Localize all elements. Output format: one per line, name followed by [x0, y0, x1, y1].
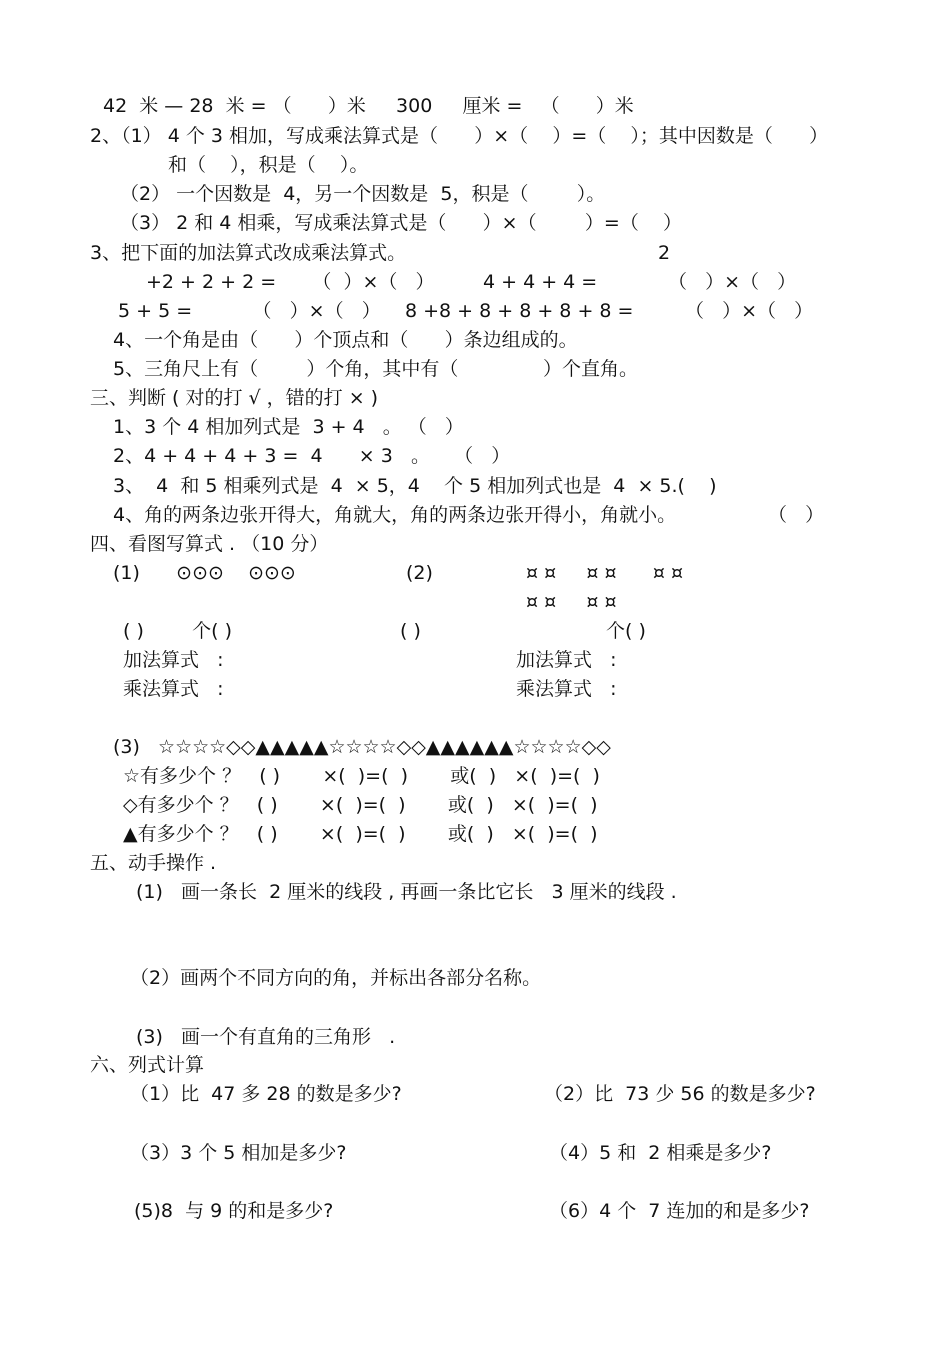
picture-2-count-right: 个( ) [606, 620, 646, 642]
question-2-2: （2） 一个因数是 4，另一个因数是 5，积是（ ）。 [120, 183, 606, 205]
question-3-number-fragment: 2 [658, 242, 671, 264]
picture-3-triangles: ▲有多少个 ？ ( ) ×( )=( ) 或( ) ×( )=( ) [123, 823, 598, 845]
picture-2-symbols-row1: ¤ ¤ ¤ ¤ ¤ ¤ [526, 562, 684, 584]
calc-2: （2）比 73 少 56 的数是多少? [544, 1083, 816, 1105]
section-6-heading: 六、列式计算 [90, 1054, 205, 1076]
picture-3-shapes: (3) ☆☆☆☆◇◇▲▲▲▲▲☆☆☆☆◇◇▲▲▲▲▲▲☆☆☆☆◇◇ [113, 736, 611, 758]
calc-3: （3）3 个 5 相加是多少? [130, 1142, 347, 1164]
question-3-row1-left: +2 + 2 + 2 = （ ）×（ ） [146, 271, 435, 293]
picture-2-count-left: ( ) [400, 620, 421, 642]
question-3-heading: 3、把下面的加法算式改成乘法算式。 [90, 242, 407, 264]
calc-1: （1）比 47 多 28 的数是多少? [130, 1083, 402, 1105]
calc-6: （6）4 个 7 连加的和是多少? [549, 1200, 810, 1222]
calc-5: (5)8 与 9 的和是多少? [134, 1200, 334, 1222]
question-4: 4、一个角是由（ ）个顶点和（ ）条边组成的。 [113, 329, 578, 351]
picture-1-addition: 加法算式 : [123, 649, 224, 671]
line-unit-conversion: 42 米 — 28 米 = （ ）米 300 厘米 = （ ）米 [103, 95, 634, 117]
question-3-row2-right: （ ）×（ ） [685, 300, 814, 322]
task-3: (3) 画一个有直角的三角形 . [136, 1026, 396, 1048]
picture-2-multiplication: 乘法算式 : [516, 678, 617, 700]
picture-1-count: ( ) 个( ) [123, 620, 233, 642]
section-3-heading: 三、判断 ( 对的打 √ ，错的打 × ) [90, 387, 379, 409]
question-2-1-cont: 和（ ），积是（ ）。 [168, 154, 369, 176]
picture-2-addition: 加法算式 : [516, 649, 617, 671]
calc-4: （4）5 和 2 相乘是多少? [549, 1142, 772, 1164]
question-3-row2-left: 5 + 5 = （ ）×（ ） [118, 300, 381, 322]
judge-4: 4、角的两条边张开得大，角就大，角的两条边张开得小，角就小。 [113, 504, 677, 526]
section-4-heading: 四、看图写算式 . （10 分） [90, 533, 329, 555]
judge-2: 2、4 + 4 + 4 + 3 = 4 × 3 。 （ ） [113, 445, 511, 467]
picture-3-diamonds: ◇有多少个 ？ ( ) ×( )=( ) 或( ) ×( )=( ) [123, 794, 598, 816]
task-2: （2）画两个不同方向的角，并标出各部分名称。 [130, 967, 542, 989]
question-3-row2-mid: 8 +8 + 8 + 8 + 8 + 8 = [405, 300, 634, 322]
question-3-row1-right: （ ）×（ ） [668, 271, 797, 293]
section-5-heading: 五、动手操作 . [90, 852, 217, 874]
picture-1-circles: (1) ⊙⊙⊙ ⊙⊙⊙ [113, 562, 296, 584]
question-3-row1-mid: 4 + 4 + 4 = [483, 271, 598, 293]
judge-3: 3、 4 和 5 相乘列式是 4 × 5，4 个 5 相加列式也是 4 × 5.( ) [113, 475, 717, 497]
question-2-1: 2、（1） 4 个 3 相加，写成乘法算式是（ ）×（ ）=（ ）；其中因数是（ ） [90, 125, 829, 147]
judge-1: 1、3 个 4 相加列式是 3 + 4 。 （ ） [113, 416, 464, 438]
picture-3-stars: ☆有多少个 ？ ( ) ×( )=( ) 或( ) ×( )=( ) [123, 765, 600, 787]
picture-1-multiplication: 乘法算式 : [123, 678, 224, 700]
question-5: 5、三角尺上有（ ）个角，其中有（ ）个直角。 [113, 358, 638, 380]
picture-2-symbols-row2: ¤ ¤ ¤ ¤ [526, 591, 617, 613]
task-1: (1) 画一条长 2 厘米的线段 , 再画一条比它长 3 厘米的线段 . [136, 881, 677, 903]
picture-2-label: (2) [406, 562, 433, 584]
question-2-3: （3） 2 和 4 相乘，写成乘法算式是（ ）×（ ）=（ ） [120, 212, 682, 234]
judge-4-answer: （ ） [768, 504, 825, 526]
